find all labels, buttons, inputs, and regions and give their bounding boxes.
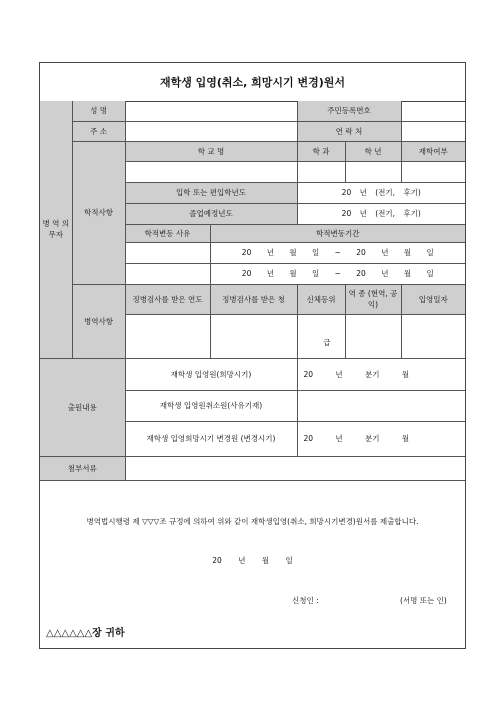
school-section-label: 학적사항 xyxy=(72,141,125,284)
change-reason-field-2[interactable] xyxy=(125,263,210,284)
enlist-date-field[interactable] xyxy=(401,314,465,358)
enlist-request-label: 재학생 입영원(희망시기) xyxy=(125,358,297,390)
change-request-field[interactable]: 20 년 분기 월 xyxy=(297,421,465,456)
address-field[interactable] xyxy=(125,121,297,141)
application-date: 20 년 월 일 xyxy=(212,556,293,565)
department-label: 학 과 xyxy=(297,141,345,161)
contact-label: 연 락 처 xyxy=(297,121,401,141)
form-table xyxy=(40,101,465,481)
change-request-label: 재학생 입영희망시기 변경원 (변경시기) xyxy=(125,421,297,456)
service-branch-label: 역 종 (현역, 공익) xyxy=(345,284,401,314)
name-label: 성 명 xyxy=(72,101,125,121)
attachments-field[interactable] xyxy=(125,456,465,480)
department-field[interactable] xyxy=(297,161,345,182)
resident-no-field[interactable] xyxy=(401,101,465,121)
school-name-field[interactable] xyxy=(125,161,297,182)
admission-year-field[interactable]: 20 년 (전기, 후기) xyxy=(297,182,465,203)
graduation-year-label: 졸업예정년도 xyxy=(125,203,297,224)
exam-year-field[interactable] xyxy=(125,314,210,358)
admission-year-label: 입학 또는 편입학년도 xyxy=(125,182,297,203)
grade-year-label: 학 년 xyxy=(345,141,401,161)
contact-field[interactable] xyxy=(401,121,465,141)
exam-office-label: 징병검사를 받은 청 xyxy=(210,284,297,314)
change-period-row-1[interactable]: 20 년 월 일 ~ 20 년 월 일 xyxy=(210,242,465,263)
change-reason-label: 학적변동 사유 xyxy=(125,224,210,242)
form-title: 재학생 입영(취소, 희망시기 변경)원서 xyxy=(40,63,465,102)
name-field[interactable] xyxy=(125,101,297,121)
enrolled-status-field[interactable] xyxy=(401,161,465,182)
signature-label: (서명 또는 인) xyxy=(400,596,447,605)
recipient-line: △△△△△△장 귀하 xyxy=(46,628,125,639)
request-section-label: 출원내용 xyxy=(40,358,125,456)
enlistment-application-form xyxy=(39,62,466,649)
exam-year-label: 징병검사를 받은 연도 xyxy=(125,284,210,314)
resident-no-label: 주민등록번호 xyxy=(297,101,401,121)
physical-grade-label: 신체등위 xyxy=(297,284,345,314)
enlist-date-label: 입영일자 xyxy=(401,284,465,314)
cancel-request-label: 재학생 입영원취소원(사유기재) xyxy=(125,390,297,421)
physical-grade-field[interactable]: 급 xyxy=(297,314,345,358)
change-period-label: 학적변동기간 xyxy=(210,224,465,242)
applicant-label: 신청인 : xyxy=(292,596,319,605)
enlist-request-field[interactable]: 20 년 분기 월 xyxy=(297,358,465,390)
attachments-label: 첨부서류 xyxy=(40,456,125,480)
grade-year-field[interactable] xyxy=(345,161,401,182)
address-label: 주 소 xyxy=(72,121,125,141)
declaration-statement: 병역법시행령 제 ▽▽▽조 규정에 의하여 위와 같이 재학생입영(취소, 희망시기변경)원서를 제출합니다. xyxy=(86,517,419,526)
exam-office-field[interactable] xyxy=(210,314,297,358)
enrolled-status-label: 재학여부 xyxy=(401,141,465,161)
change-period-row-2[interactable]: 20 년 월 일 ~ 20 년 월 일 xyxy=(210,263,465,284)
military-duty-section-label: 병 역 의무자 xyxy=(40,101,72,358)
change-reason-field-1[interactable] xyxy=(125,242,210,263)
graduation-year-field[interactable]: 20 년 (전기, 후기) xyxy=(297,203,465,224)
cancel-request-field[interactable] xyxy=(297,390,465,421)
school-name-label: 학 교 명 xyxy=(125,141,297,161)
military-section-label: 병역사항 xyxy=(72,284,125,358)
service-branch-field[interactable] xyxy=(345,314,401,358)
